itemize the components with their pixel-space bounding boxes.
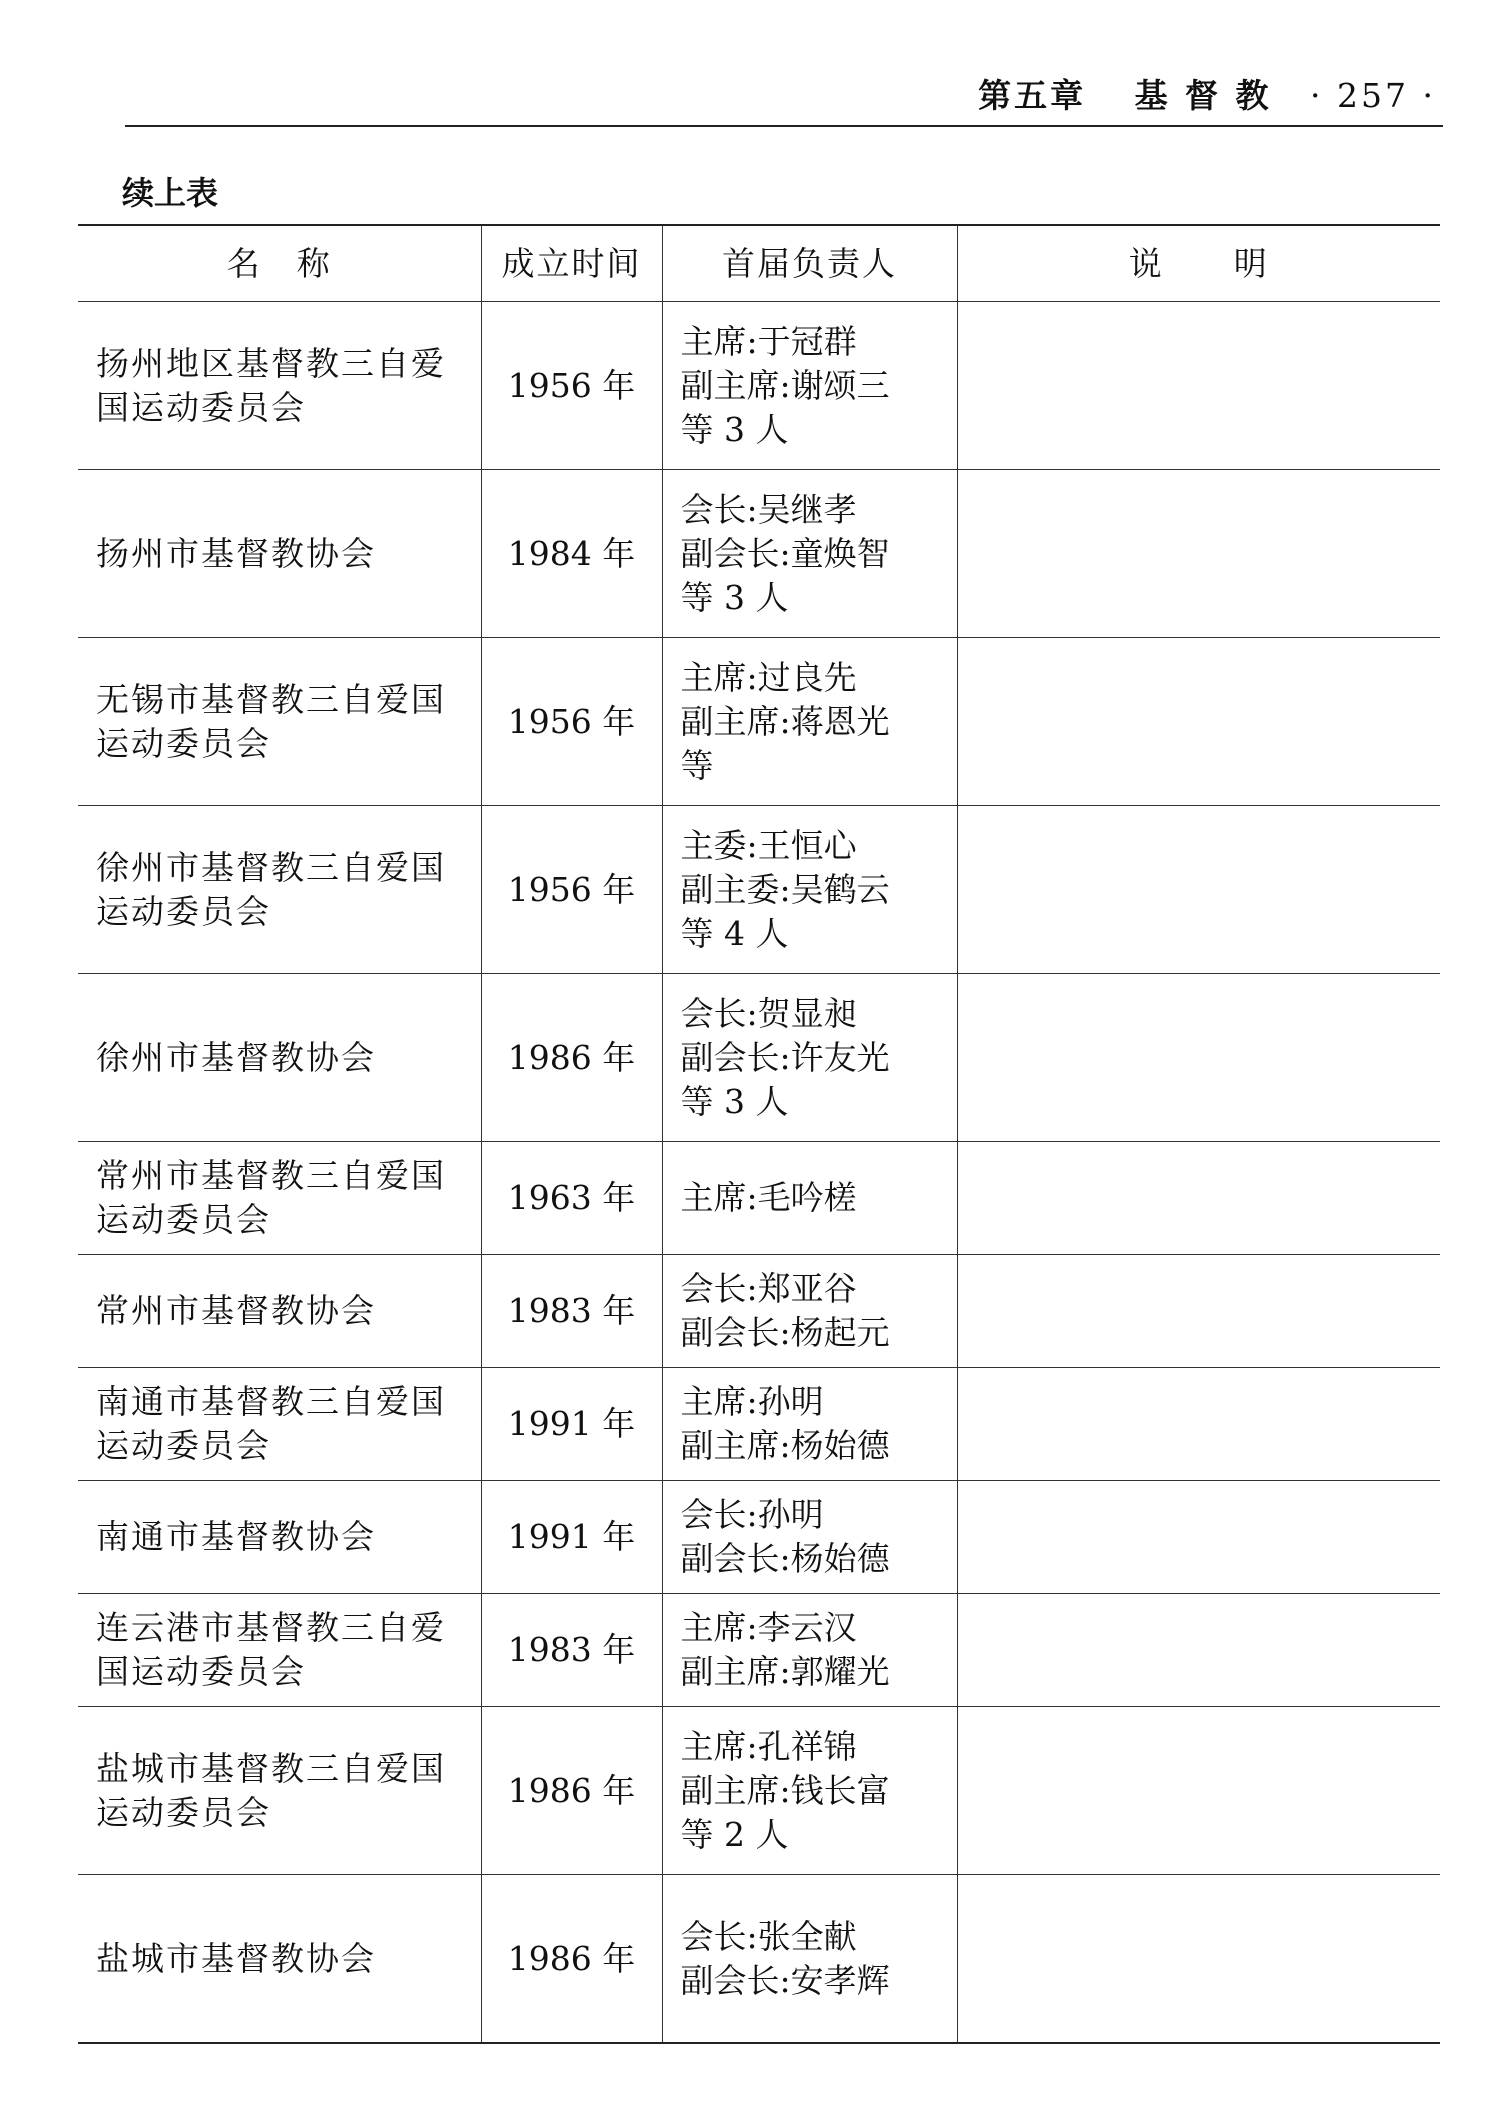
header-notes: 说 明 (957, 225, 1440, 302)
leader-line: 等 2 人 (680, 1814, 789, 1854)
leader-line: 主委:王恒心 (680, 825, 857, 865)
org-name-cell: 南通市基督教三自爱国运动委员会 (78, 1368, 481, 1481)
leader-line: 副会长:许友光 (680, 1037, 890, 1077)
org-name-cell: 徐州市基督教三自爱国运动委员会 (78, 806, 481, 974)
org-name-cell: 常州市基督教协会 (78, 1255, 481, 1368)
table-row (78, 1368, 1440, 1481)
leaders-cell (662, 1481, 957, 1594)
header-founded: 成立时间 (481, 225, 662, 302)
org-name-cell: 扬州地区基督教三自爱国运动委员会 (78, 302, 481, 470)
header-rule (125, 125, 1443, 127)
leader-line: 副主席:钱长富 (680, 1770, 890, 1810)
leaders-cell (662, 1368, 957, 1481)
notes-cell (957, 1875, 1440, 2044)
founded-year-cell: 1986 年 (481, 974, 662, 1142)
founded-year-cell: 1991 年 (481, 1481, 662, 1594)
leader-line: 主席:过良先 (680, 657, 857, 697)
leaders-cell (662, 1875, 957, 2044)
header-leaders: 首届负责人 (662, 225, 957, 302)
founded-year-cell: 1956 年 (481, 302, 662, 470)
notes-cell (957, 1594, 1440, 1707)
continuation-label: 续上表 (122, 174, 219, 212)
table-row (78, 806, 1440, 974)
org-name-cell: 盐城市基督教三自爱国运动委员会 (78, 1707, 481, 1875)
leader-line: 副会长:杨始德 (680, 1539, 890, 1578)
leader-line: 副主席:杨始德 (680, 1426, 890, 1465)
leader-line: 副主席:谢颂三 (680, 365, 890, 405)
leaders-cell (662, 1255, 957, 1368)
table-row (78, 1875, 1440, 2044)
leaders-cell (662, 1142, 957, 1255)
table-row (78, 1594, 1440, 1707)
org-name-cell: 常州市基督教三自爱国运动委员会 (78, 1142, 481, 1255)
founded-year-cell: 1956 年 (481, 638, 662, 806)
notes-cell (957, 974, 1440, 1142)
leader-line: 等 (680, 745, 714, 785)
notes-cell (957, 470, 1440, 638)
leader-line: 主席:孔祥锦 (680, 1726, 857, 1766)
leader-line: 主席:毛吟槎 (680, 1178, 857, 1217)
notes-cell (957, 1368, 1440, 1481)
founded-year-cell: 1986 年 (481, 1707, 662, 1875)
leader-line: 等 3 人 (680, 577, 789, 617)
leaders-cell (662, 974, 957, 1142)
organizations-table (78, 224, 1440, 2044)
founded-year-cell: 1991 年 (481, 1368, 662, 1481)
org-name-cell: 南通市基督教协会 (78, 1481, 481, 1594)
notes-cell (957, 1255, 1440, 1368)
founded-year-cell: 1983 年 (481, 1594, 662, 1707)
leader-line: 会长:张全献 (680, 1916, 857, 1956)
founded-year-cell: 1956 年 (481, 806, 662, 974)
org-name-cell: 无锡市基督教三自爱国运动委员会 (78, 638, 481, 806)
founded-year-cell: 1983 年 (481, 1255, 662, 1368)
leaders-cell (662, 1594, 957, 1707)
chapter-subject: 基 督 教 (1134, 76, 1272, 115)
notes-cell (957, 806, 1440, 974)
leader-line: 会长:吴继孝 (680, 489, 857, 529)
table-row (78, 302, 1440, 470)
org-name-cell: 扬州市基督教协会 (78, 470, 481, 638)
leader-line: 等 4 人 (680, 913, 789, 953)
notes-cell (957, 1481, 1440, 1594)
table-row (78, 1255, 1440, 1368)
leaders-cell (662, 638, 957, 806)
leader-line: 副会长:杨起元 (680, 1313, 890, 1352)
table-row (78, 638, 1440, 806)
notes-cell (957, 1707, 1440, 1875)
table-row (78, 1707, 1440, 1875)
page-number: · 257 · (1310, 76, 1436, 115)
table-body (78, 302, 1440, 2044)
table-row (78, 974, 1440, 1142)
leader-line: 副主委:吴鹤云 (680, 869, 890, 909)
table-header-row (78, 225, 1440, 302)
leader-line: 会长:郑亚谷 (680, 1269, 857, 1308)
org-name-cell: 盐城市基督教协会 (78, 1875, 481, 2044)
table-row (78, 470, 1440, 638)
header-name: 名 称 (78, 225, 481, 302)
notes-cell (957, 302, 1440, 470)
leader-line: 副会长:童焕智 (680, 533, 890, 573)
leader-line: 等 3 人 (680, 409, 789, 449)
notes-cell (957, 1142, 1440, 1255)
founded-year-cell: 1984 年 (481, 470, 662, 638)
leader-line: 副会长:安孝辉 (680, 1960, 890, 2000)
leaders-cell (662, 806, 957, 974)
table-row (78, 1481, 1440, 1594)
leaders-cell (662, 1707, 957, 1875)
leader-line: 副主席:蒋恩光 (680, 701, 890, 741)
table-row (78, 1142, 1440, 1255)
leader-line: 会长:孙明 (680, 1495, 824, 1534)
leader-line: 主席:李云汉 (680, 1608, 857, 1647)
org-name-cell: 连云港市基督教三自爱国运动委员会 (78, 1594, 481, 1707)
chapter-label: 第五章 (978, 76, 1087, 115)
founded-year-cell: 1963 年 (481, 1142, 662, 1255)
founded-year-cell: 1986 年 (481, 1875, 662, 2044)
leader-line: 主席:于冠群 (680, 321, 857, 361)
leaders-cell (662, 470, 957, 638)
org-name-cell: 徐州市基督教协会 (78, 974, 481, 1142)
leader-line: 等 3 人 (680, 1081, 789, 1121)
leader-line: 会长:贺显昶 (680, 993, 857, 1033)
notes-cell (957, 638, 1440, 806)
leaders-cell (662, 302, 957, 470)
running-head (0, 70, 1436, 117)
leader-line: 主席:孙明 (680, 1382, 824, 1421)
leader-line: 副主席:郭耀光 (680, 1652, 890, 1691)
